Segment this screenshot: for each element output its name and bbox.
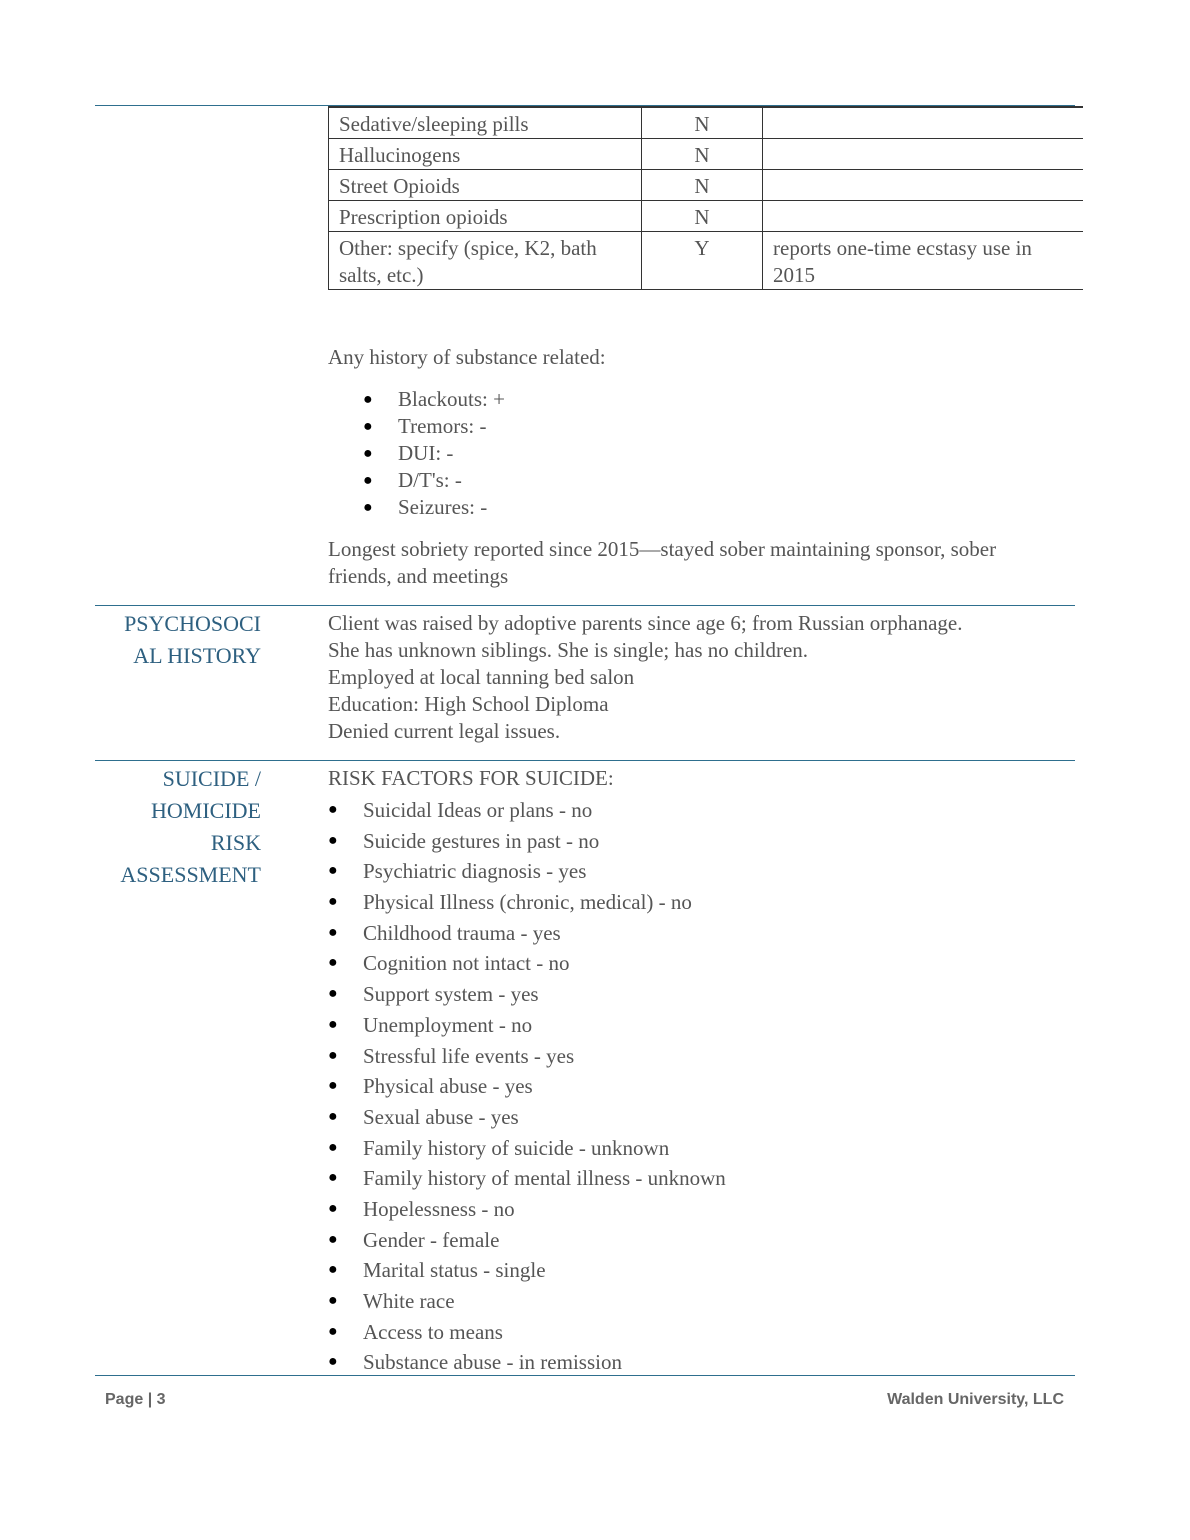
bullet-icon: ● <box>328 1107 338 1125</box>
risk-factor-item <box>328 918 726 949</box>
risk-factor-item <box>328 1133 726 1164</box>
substance-cell: Hallucinogens <box>329 139 642 170</box>
bullet-icon: ● <box>328 1261 338 1279</box>
risk-factor-text: White race <box>363 1289 455 1313</box>
risk-factor-item <box>328 1041 726 1072</box>
psychosocial-line: Client was raised by adoptive parents since age 6; from Russian orphanage. <box>328 611 963 635</box>
bullet-icon: ● <box>328 954 338 972</box>
bullet-icon: ● <box>328 1015 338 1033</box>
suicide-label-line: SUICIDE / <box>162 766 261 791</box>
risk-factor-text: Unemployment - no <box>363 1012 533 1037</box>
used-cell: N <box>642 201 763 232</box>
risk-factor-item <box>328 1255 726 1286</box>
page-number: Page | 3 <box>105 1391 166 1408</box>
table-row <box>329 232 1084 290</box>
bullet-icon: ● <box>328 893 338 911</box>
substance-cell: Sedative/sleeping pills <box>329 107 642 139</box>
bullet-icon: ● <box>328 1046 338 1064</box>
bullet-icon: ● <box>363 472 373 489</box>
bullet-icon: ● <box>328 1138 338 1156</box>
risk-factor-item <box>328 826 726 857</box>
psychosocial-line: Denied current legal issues. <box>328 719 561 743</box>
sobriety-note: Longest sobriety reported since 2015—stayed sober maintaining sponsor, sober friends, and meetings <box>328 537 997 588</box>
substance-table <box>328 106 1083 290</box>
risk-factor-text: Access to means <box>363 1319 503 1344</box>
substance-history-intro: Any history of substance related: <box>328 345 606 369</box>
suicide-divider <box>95 760 1075 761</box>
risk-factor-text: Substance abuse - in remission <box>363 1350 622 1375</box>
details-cell <box>763 107 1084 139</box>
used-cell: N <box>642 139 763 170</box>
risk-factor-text: Physical abuse - yes <box>363 1074 533 1099</box>
list-item-text: DUI: - <box>398 441 454 465</box>
substance-cell: Prescription opioids <box>329 201 642 232</box>
risk-factor-item <box>328 1010 726 1041</box>
bullet-icon: ● <box>363 391 373 408</box>
psychosocial-text <box>328 610 963 745</box>
risk-factor-item <box>328 1225 726 1256</box>
risk-heading: RISK FACTORS FOR SUICIDE: <box>328 766 614 790</box>
table-row <box>329 139 1084 170</box>
list-item-text: Tremors: - <box>398 414 487 438</box>
list-item-text: D/T's: - <box>398 468 462 492</box>
risk-factor-text: Stressful life events - yes <box>363 1043 575 1068</box>
bullet-icon: ● <box>328 923 338 941</box>
risk-factor-item <box>328 1286 726 1317</box>
psychosocial-label-line: PSYCHOSOCI <box>124 611 261 636</box>
bullet-icon: ● <box>363 445 373 462</box>
risk-factor-text: Childhood trauma - yes <box>363 920 561 945</box>
risk-factor-item <box>328 887 726 918</box>
risk-factor-list <box>328 795 726 1378</box>
suicide-label-line: HOMICIDE <box>151 798 261 823</box>
list-item <box>328 386 505 413</box>
risk-factor-text: Family history of mental illness - unknown <box>363 1166 726 1191</box>
psychosocial-line: Employed at local tanning bed salon <box>328 665 635 689</box>
risk-factor-text: Suicide gestures in past - no <box>363 828 600 853</box>
used-cell: N <box>642 107 763 139</box>
risk-factor-item <box>328 979 726 1010</box>
risk-factor-item <box>328 795 726 826</box>
psychosocial-line: Education: High School Diploma <box>328 692 609 716</box>
bullet-icon: ● <box>328 985 338 1003</box>
bullet-icon: ● <box>328 862 338 880</box>
substance-cell: Other: specify (spice, K2, bath salts, etc.) <box>329 232 642 290</box>
psychosocial-divider <box>95 605 1075 606</box>
list-item <box>328 467 505 494</box>
used-cell: N <box>642 170 763 201</box>
risk-factor-text: Physical Illness (chronic, medical) - no <box>363 890 692 915</box>
risk-factor-item <box>328 1194 726 1225</box>
bullet-icon: ● <box>328 1077 338 1095</box>
psychosocial-label-line: AL HISTORY <box>133 643 261 668</box>
bullet-icon: ● <box>328 1230 338 1248</box>
risk-factor-item <box>328 856 726 887</box>
bullet-icon: ● <box>328 1199 338 1217</box>
risk-factor-text: Family history of suicide - unknown <box>363 1135 670 1160</box>
table-row <box>329 201 1084 232</box>
list-item-text: Blackouts: + <box>398 387 505 411</box>
risk-factor-text: Suicidal Ideas or plans - no <box>363 798 593 822</box>
bullet-icon: ● <box>328 1353 338 1371</box>
substance-cell: Street Opioids <box>329 170 642 201</box>
suicide-label-line: RISK <box>210 830 261 855</box>
list-item <box>328 440 505 467</box>
risk-factor-text: Support system - yes <box>363 982 539 1007</box>
organization-name: Walden University, LLC <box>887 1391 1064 1408</box>
risk-factor-text: Marital status - single <box>363 1258 546 1283</box>
suicide-label <box>120 763 261 891</box>
list-item <box>328 413 505 440</box>
risk-factor-item <box>328 1317 726 1348</box>
bullet-icon: ● <box>328 1292 338 1309</box>
bullet-icon: ● <box>328 801 338 818</box>
substance-history-list <box>328 386 505 521</box>
used-cell: Y <box>642 232 763 290</box>
bullet-icon: ● <box>363 499 373 516</box>
details-cell <box>763 201 1084 232</box>
bullet-icon: ● <box>328 831 338 849</box>
risk-factor-text: Sexual abuse - yes <box>363 1104 519 1129</box>
risk-factor-text: Psychiatric diagnosis - yes <box>363 859 587 884</box>
risk-factor-item <box>328 1071 726 1102</box>
list-item <box>328 494 505 521</box>
details-cell <box>763 170 1084 201</box>
psychosocial-label <box>124 608 261 672</box>
psychosocial-line: She has unknown siblings. She is single; has no children. <box>328 638 809 662</box>
suicide-label-line: ASSESSMENT <box>120 862 261 887</box>
list-item-text: Seizures: - <box>398 495 488 519</box>
risk-factor-item <box>328 1102 726 1133</box>
table-row <box>329 107 1084 139</box>
risk-factor-text: Gender - female <box>363 1227 500 1252</box>
details-cell: reports one-time ecstasy use in 2015 <box>763 232 1084 290</box>
risk-factor-item <box>328 948 726 979</box>
risk-factor-text: Hopelessness - no <box>363 1196 515 1221</box>
table-row <box>329 170 1084 201</box>
risk-factor-item <box>328 1347 726 1378</box>
bullet-icon: ● <box>363 418 373 435</box>
bullet-icon: ● <box>328 1169 338 1187</box>
risk-factor-item <box>328 1163 726 1194</box>
bullet-icon: ● <box>328 1322 338 1340</box>
risk-factor-text: Cognition not intact - no <box>363 951 570 976</box>
details-cell <box>763 139 1084 170</box>
